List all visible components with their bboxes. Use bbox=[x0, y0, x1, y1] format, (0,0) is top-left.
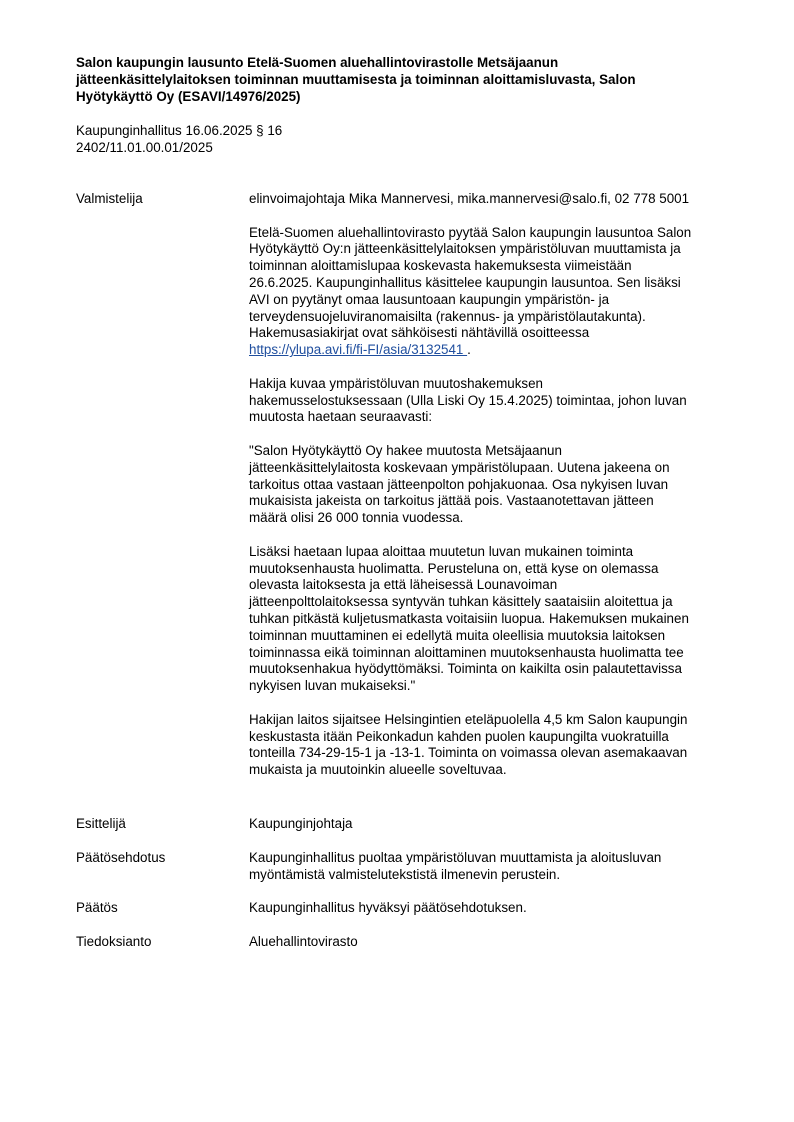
body-content bbox=[249, 191, 744, 779]
paragraph-applicant-description: Hakija kuvaa ympäristöluvan muutoshakemuksen hakemusselostuksessaan (Ulla Liski Oy 15.4.2025) toimintaa, johon luvan muutosta haetaan seuraavasti: bbox=[249, 375, 687, 425]
label-esittelija: Esittelijä bbox=[76, 816, 126, 831]
meeting-line: Kaupunginhallitus 16.06.2025 § 16 bbox=[76, 123, 283, 138]
label-paatosehdotus: Päätösehdotus bbox=[76, 850, 166, 865]
record-number: 2402/11.01.00.01/2025 bbox=[76, 139, 213, 155]
label-valmistelija: Valmistelija bbox=[76, 191, 143, 206]
tiedoksianto-value: Aluehallintovirasto bbox=[249, 934, 358, 949]
paragraph-location: Hakijan laitos sijaitsee Helsingintien eteläpuolella 4,5 km Salon kaupungin keskustasta itään Peikonkadun kahden puolen kaupungilta vuokratuilla tonteilla 734-29-15-1 ja -13-1. Toiminta on voimassa olevan asemakaavan mukaista ja muutoinkin alueelle soveltuvaa. bbox=[249, 711, 688, 778]
paragraph-quote-1: "Salon Hyötykäyttö Oy hakee muutosta Metsäjaanun jätteenkäsittelylaitosta koskevaan ympäristölupaan. Uutena jakeena on tarkoitus ottaa vastaan jätteenpolton pohjakuonaa. Osa nykyisen luvan mukaisista jakeista on tarkoitus jättää pois. Vastaanotettavan jätteen määrä olisi 26 000 tonnia vuodessa. bbox=[249, 442, 670, 526]
valmistelija-value: elinvoimajohtaja Mika Mannervesi, mika.mannervesi@salo.fi, 02 778 5001 bbox=[249, 191, 690, 206]
esittelija-value: Kaupunginjohtaja bbox=[249, 816, 353, 831]
paatos-value: Kaupunginhallitus hyväksyi päätösehdotuksen. bbox=[249, 900, 527, 915]
link-trailing-punctuation: . bbox=[467, 342, 471, 358]
paatosehdotus-value: Kaupunginhallitus puoltaa ympäristöluvan muuttamista ja aloitusluvan myöntämistä valmistelutekstistä ilmenevin perustein. bbox=[249, 850, 662, 882]
document-title: Salon kaupungin lausunto Etelä-Suomen aluehallintovirastolle Metsäjaanun jätteenkäsittelylaitoksen toiminnan muuttamisesta ja toiminnan aloittamisluvasta, Salon Hyötykäyttö Oy (ESAVI/14976/2025) bbox=[76, 55, 636, 104]
paragraph-quote-2: Lisäksi haetaan lupaa aloittaa muutetun luvan mukainen toiminta muutoksenhausta huolimatta. Perusteluna on, että kyse on olemassa olevasta laitoksesta ja että läheisessä Lounavoiman jätteenpolttolaitoksessa syntyvän tuhkan käsittely saataisiin aloitettua ja tuhkan pitkästä kuljetusmatkasta voitaisiin luopua. Hakemuksen mukainen toiminnan muuttaminen ei edellytä muita oleellisia muutoksia laitoksen toiminnassa eikä toiminnan aloittaminen muutoksenhausta huolimatta tee muutoksenhakua hyödyttömäksi. Toiminta on kaikilta osin palautettavissa nykyisen luvan mukaiseksi." bbox=[249, 543, 689, 694]
label-paatos: Päätös bbox=[76, 900, 118, 915]
paragraph-request-text: Etelä-Suomen aluehallintovirasto pyytää Salon kaupungin lausuntoa Salon Hyötykäyttö Oy:n jätteenkäsittelylaitoksen ympäristöluvan muuttamista ja toiminnan aloittamislupaa koskevasta hakemuksesta viimeistään 26.6.2025. Kaupunginhallitus käsittelee kaupungin lausuntoa. Sen lisäksi AVI on pyytänyt omaa lausuntoaan kaupungin ympäristön- ja terveydensuojeluviranomaisilta (rakennus- ja ympäristölautakunta). Hakemusasiakirjat ovat sähköisesti nähtävillä osoitteessa bbox=[249, 224, 692, 341]
label-tiedoksianto: Tiedoksianto bbox=[76, 934, 152, 949]
application-documents-link[interactable]: https://ylupa.avi.fi/fi-FI/asia/3132541 bbox=[249, 342, 468, 358]
meeting-info bbox=[76, 123, 476, 157]
paragraph-request bbox=[249, 225, 744, 359]
